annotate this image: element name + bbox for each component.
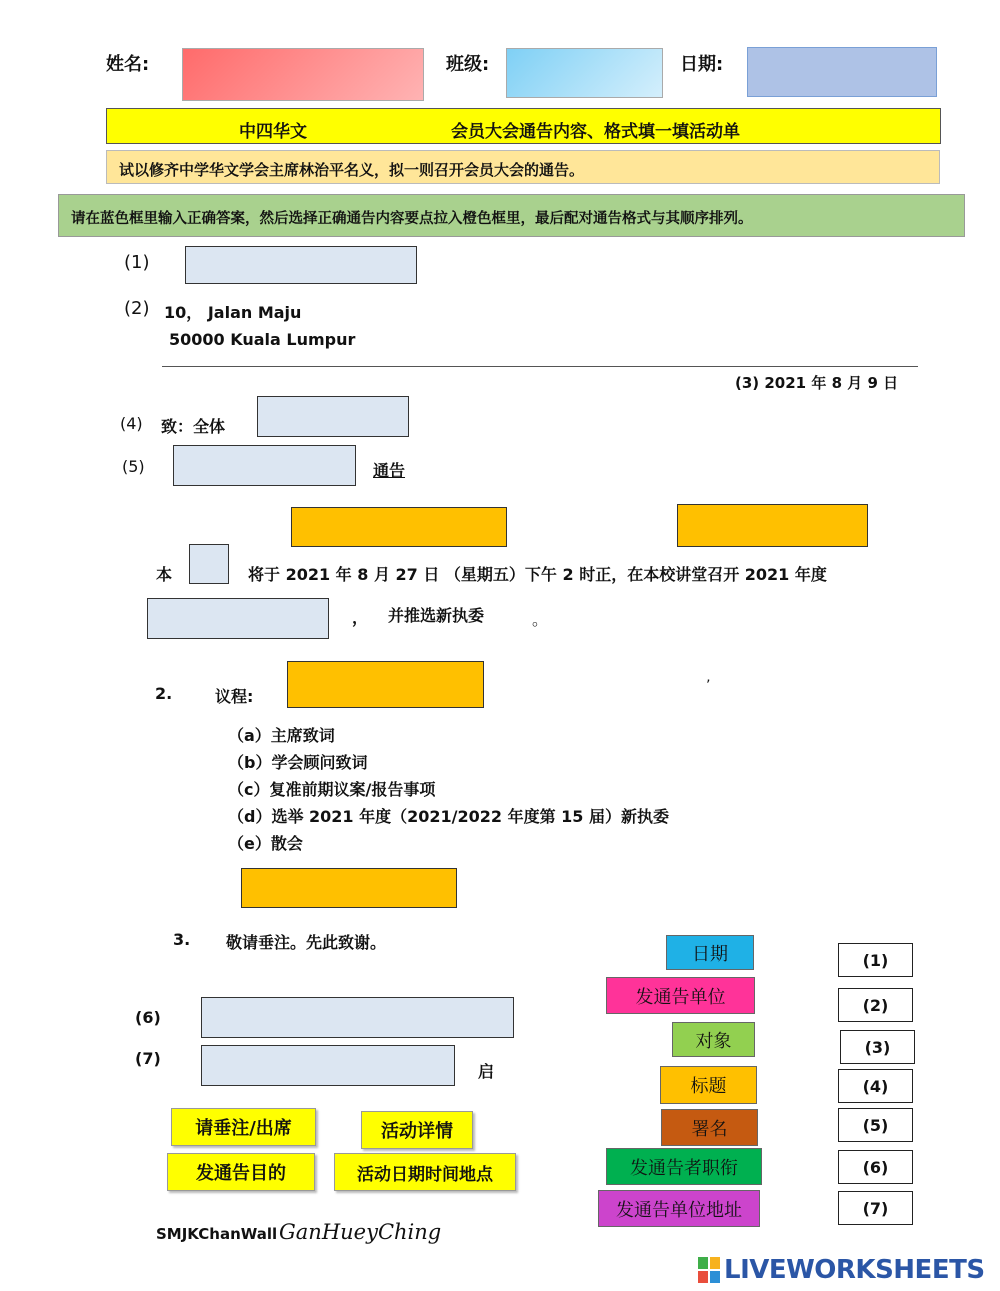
- paragraph-2-comma: ’: [706, 678, 711, 694]
- paragraph-1-text: 将于 2021 年 8 月 27 日 （星期五）下午 2 时正，在本校讲堂召开 2021 年度: [248, 565, 827, 584]
- option-activity-details[interactable]: 活动详情: [361, 1111, 473, 1149]
- paragraph-1-comma: ，: [352, 608, 369, 627]
- order-box[interactable]: (7): [838, 1191, 913, 1225]
- agenda-label: 议程:: [215, 687, 254, 706]
- signature-input[interactable]: [201, 997, 514, 1038]
- drop-zone-datetime[interactable]: [677, 504, 868, 547]
- qi-word: 启: [478, 1062, 495, 1081]
- brand-name: LIVEWORKSHEETS: [724, 1255, 985, 1285]
- address-line-1: 10， Jalan Maju: [164, 303, 302, 322]
- date-input[interactable]: [747, 47, 937, 97]
- unit-name-input[interactable]: [185, 246, 417, 284]
- format-tag-position[interactable]: 发通告者职衔: [606, 1148, 762, 1185]
- option-notice-purpose[interactable]: 发通告目的: [167, 1153, 315, 1191]
- marker-7: (7): [135, 1049, 161, 1068]
- society-input[interactable]: [189, 544, 229, 584]
- drop-zone-purpose[interactable]: [291, 507, 507, 547]
- format-tag-signature[interactable]: 署名: [661, 1109, 758, 1146]
- date-label: 日期:: [680, 54, 724, 75]
- agenda-item: （e）散会: [228, 834, 303, 853]
- class-input[interactable]: [506, 48, 663, 98]
- paragraph-1-end: 并推选新执委: [388, 606, 485, 625]
- order-box[interactable]: (2): [838, 988, 913, 1022]
- task-bar: [106, 150, 940, 184]
- order-box[interactable]: (3): [840, 1030, 915, 1064]
- order-box[interactable]: (6): [838, 1150, 913, 1184]
- instruction-text: 请在蓝色框里输入正确答案，然后选择正确通告内容要点拉入橙色框里，最后配对通告格式与其顺序排列。: [71, 211, 753, 227]
- paragraph-3-text: 敬请垂注。先此致谢。: [226, 933, 387, 952]
- format-tag-date[interactable]: 日期: [666, 935, 754, 970]
- title-right: 会员大会通告内容、格式填一填活动单: [451, 122, 740, 142]
- order-box[interactable]: (5): [838, 1108, 913, 1142]
- option-datetime-venue[interactable]: 活动日期时间地点: [334, 1153, 516, 1191]
- agenda-item: （d）选举 2021 年度（2021/2022 年度第 15 届）新执委: [228, 807, 670, 826]
- format-tag-issuer[interactable]: 发通告单位: [606, 977, 755, 1014]
- audience-input[interactable]: [257, 396, 409, 437]
- format-tag-audience[interactable]: 对象: [672, 1022, 755, 1057]
- author-name: GanHueyChing: [279, 1220, 442, 1244]
- order-box[interactable]: (1): [838, 943, 913, 977]
- format-tag-address[interactable]: 发通告单位地址: [598, 1190, 760, 1227]
- marker-2: (2): [124, 298, 150, 319]
- marker-5: (5): [122, 457, 145, 476]
- header-divider: [162, 366, 918, 367]
- marker-1: (1): [124, 252, 150, 273]
- title-bar: [106, 108, 941, 144]
- to-label: 致：全体: [161, 417, 226, 436]
- drop-zone-details[interactable]: [287, 661, 484, 708]
- format-tag-title[interactable]: 标题: [660, 1066, 757, 1104]
- order-box[interactable]: (4): [838, 1069, 913, 1103]
- class-label: 班级:: [446, 54, 490, 75]
- paragraph-1-prefix: 本: [156, 565, 173, 584]
- instruction-bar: [58, 194, 965, 237]
- paragraph-2-number: 2.: [155, 684, 173, 703]
- agenda-item: （a）主席致词: [228, 726, 335, 745]
- agenda-item: （b）学会顾问致词: [228, 753, 368, 772]
- option-please-attend[interactable]: 请垂注/出席: [171, 1108, 316, 1146]
- address-line-2: 50000 Kuala Lumpur: [169, 330, 356, 349]
- agenda-item: （c）复准前期议案/报告事项: [228, 780, 436, 799]
- liveworksheets-logo-icon: [698, 1257, 720, 1283]
- paragraph-3-number: 3.: [173, 930, 191, 949]
- title-input[interactable]: [173, 445, 356, 486]
- notice-date: (3) 2021 年 8 月 9 日: [735, 374, 899, 392]
- marker-6: (6): [135, 1008, 161, 1027]
- notice-word: 通告: [373, 461, 406, 480]
- title-left: 中四华文: [239, 122, 307, 142]
- school-name: SMJKChanWall: [156, 1225, 278, 1243]
- paragraph-1-period: 。: [532, 610, 549, 629]
- task-text: 试以修齐中学华文学会主席林治平名义，拟一则召开会员大会的通告。: [119, 161, 585, 179]
- meeting-input[interactable]: [147, 598, 329, 639]
- position-input[interactable]: [201, 1045, 455, 1086]
- marker-4: (4): [120, 414, 143, 433]
- name-label: 姓名:: [106, 54, 150, 75]
- drop-zone-attend[interactable]: [241, 868, 457, 908]
- name-input[interactable]: [182, 48, 424, 101]
